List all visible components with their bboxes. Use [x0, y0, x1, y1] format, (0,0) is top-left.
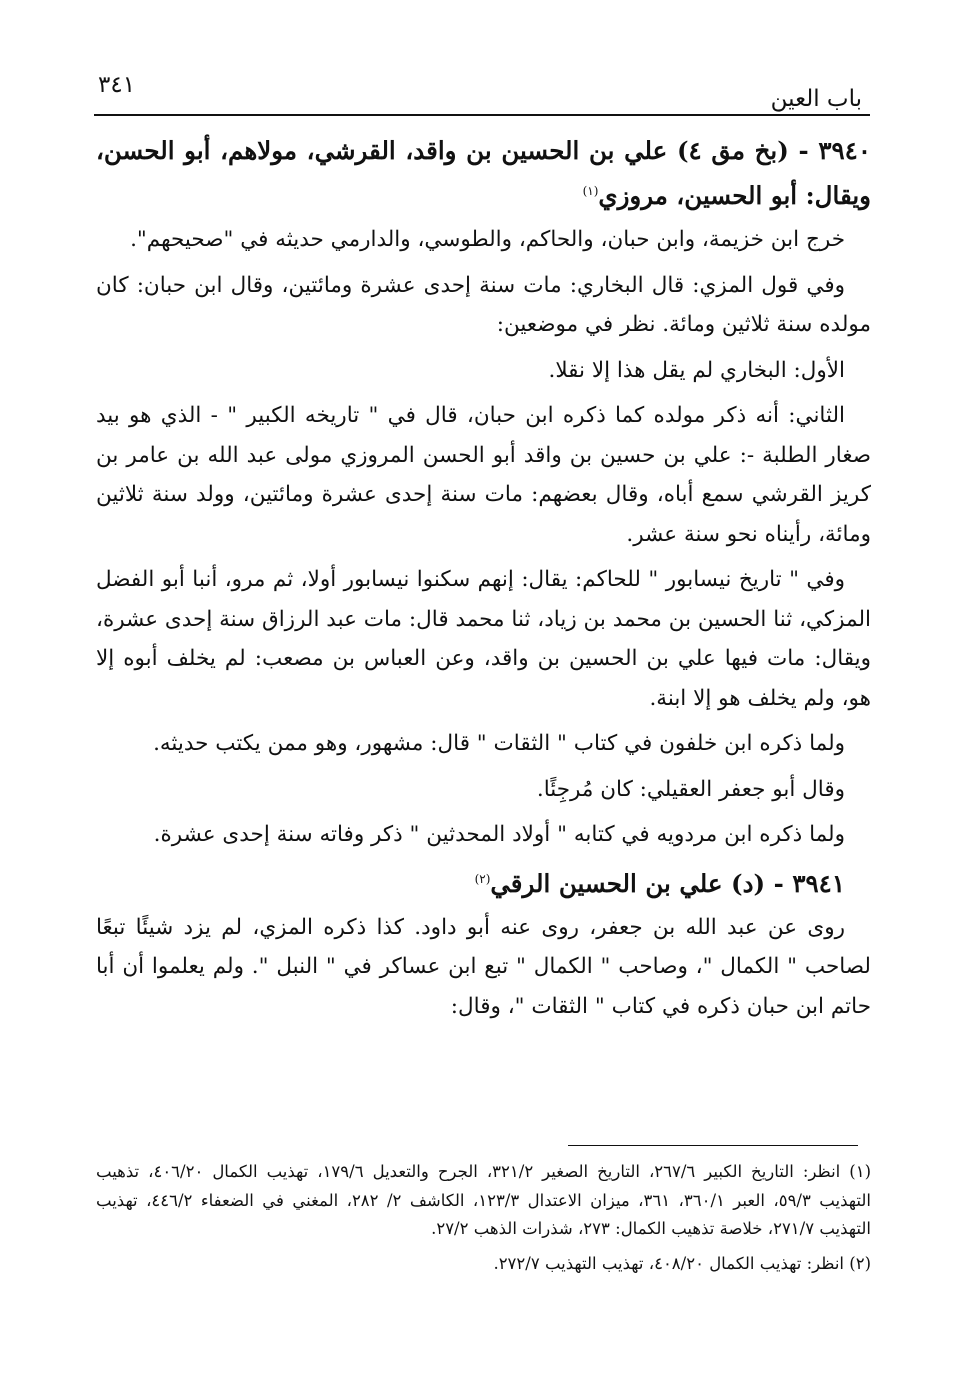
- running-header-title: باب العين: [770, 86, 862, 112]
- footnote-separator: [568, 1145, 858, 1146]
- paragraph: ولما ذكره ابن خلفون في كتاب " الثقات " قال: مشهور، وهو ممن يكتب حديثه.: [153, 731, 845, 756]
- paragraph: وقال أبو جعفر العقيلي: كان مُرجِئًا.: [536, 776, 845, 802]
- footnote-2: (٢) انظر: تهذيب الكمال ٤٠٨/٢٠، تهذيب التهذيب ٢٧٢/٧.: [493, 1253, 871, 1273]
- paragraph: الثاني: أنه ذكر مولده كما ذكره ابن حبان، قال في " تاريخه الكبير " - الذي هو بيد صغار الطلبة -: علي بن حسين بن واقد أبو الحسن المروزي مولى عبد الله بن عامر بن كريز القرشي سمع أباه، وقال بعضهم: مات سنة إحدى عشرة ومائتين، وولد سنة ثلاثين ومائة، رأيناه نحو سنة عشر.: [96, 403, 871, 547]
- paragraph: وفي " تاريخ نيسابور " للحاكم: يقال: إنهم سكنوا نيسابور أولا، ثم مرو، أنبا أبو الفضل المزكي، ثنا الحسين بن محمد بن زياد، ثنا محمد قال: مات عبد الرزاق سنة إحدى عشرة، ويقال: مات فيها علي بن الحسين بن واقد، وعن العباس بن مصعب: لم يخلف أبوه إلا هو، ولم يخلف هو إلا ابنة.: [96, 567, 871, 711]
- paragraph: وفي قول المزي: قال البخاري: مات سنة إحدى عشرة ومائتين، وقال ابن حبان: كان مولده سنة ثلاثين ومائة. نظر في موضعين:: [96, 272, 871, 337]
- page-number: ٣٤١: [98, 72, 136, 98]
- paragraph: الأول: البخاري لم يقل هذا إلا نقلا.: [548, 357, 845, 383]
- header-rule: [94, 114, 870, 116]
- footnote-1: (١) انظر: التاريخ الكبير ٢٦٧/٦، التاريخ الصغير ٣٢١/٢، الجرح والتعديل ١٧٩/٦، تهذيب الكمال ٤٠٦/٢٠، تذهيب التهذيب ٥٩/٣، العبر ٣٦٠/١، ٣٦١، ميزان الاعتدال ١٢٣/٣، الكاشف ٢/ ٢٨٢، المغني في الضعفاء ٤٤٦/٢، تهذيب التهذيب ٢٧١/٧، خلاصة تذهيب الكمال: ٢٧٣، شذرات الذهب ٢٧/٢.: [96, 1162, 871, 1238]
- paragraph: ولما ذكره ابن مردويه في كتابه " أولاد المحدثين " ذكر وفاته سنة إحدى عشرة.: [153, 822, 845, 847]
- entry-heading-3941: ٣٩٤١ - (د) علي بن الحسين الرقي$^{(٢)}$: [474, 868, 845, 898]
- footnote-ref-2: (٢): [474, 871, 491, 886]
- footnotes: [96, 1158, 871, 1284]
- footnote-ref-1: (١): [582, 183, 599, 198]
- main-text: [96, 128, 871, 1032]
- paragraph: روى عن عبد الله بن جعفر، روى عنه أبو داود. كذا ذكره المزي، لم يزد شيئًا تبعًا لصاحب " الكمال "، وصاحب " الكمال " تبع ابن عساكر في " النبل ". ولم يعلموا أن أبا حاتم ابن حبان ذكره في كتاب " الثقات "، وقال:: [96, 914, 871, 1019]
- entry-heading-3940: ٣٩٤٠ - (بخ مق ٤) علي بن الحسين بن واقد، القرشي، مولاهم، أبو الحسن، ويقال: أبو الحسين، مروزي$^{(١)}$: [96, 136, 871, 210]
- paragraph: خرج ابن خزيمة، وابن حبان، والحاكم، والطوسي، والدارمي حديثه في "صحيحهم".: [130, 227, 845, 252]
